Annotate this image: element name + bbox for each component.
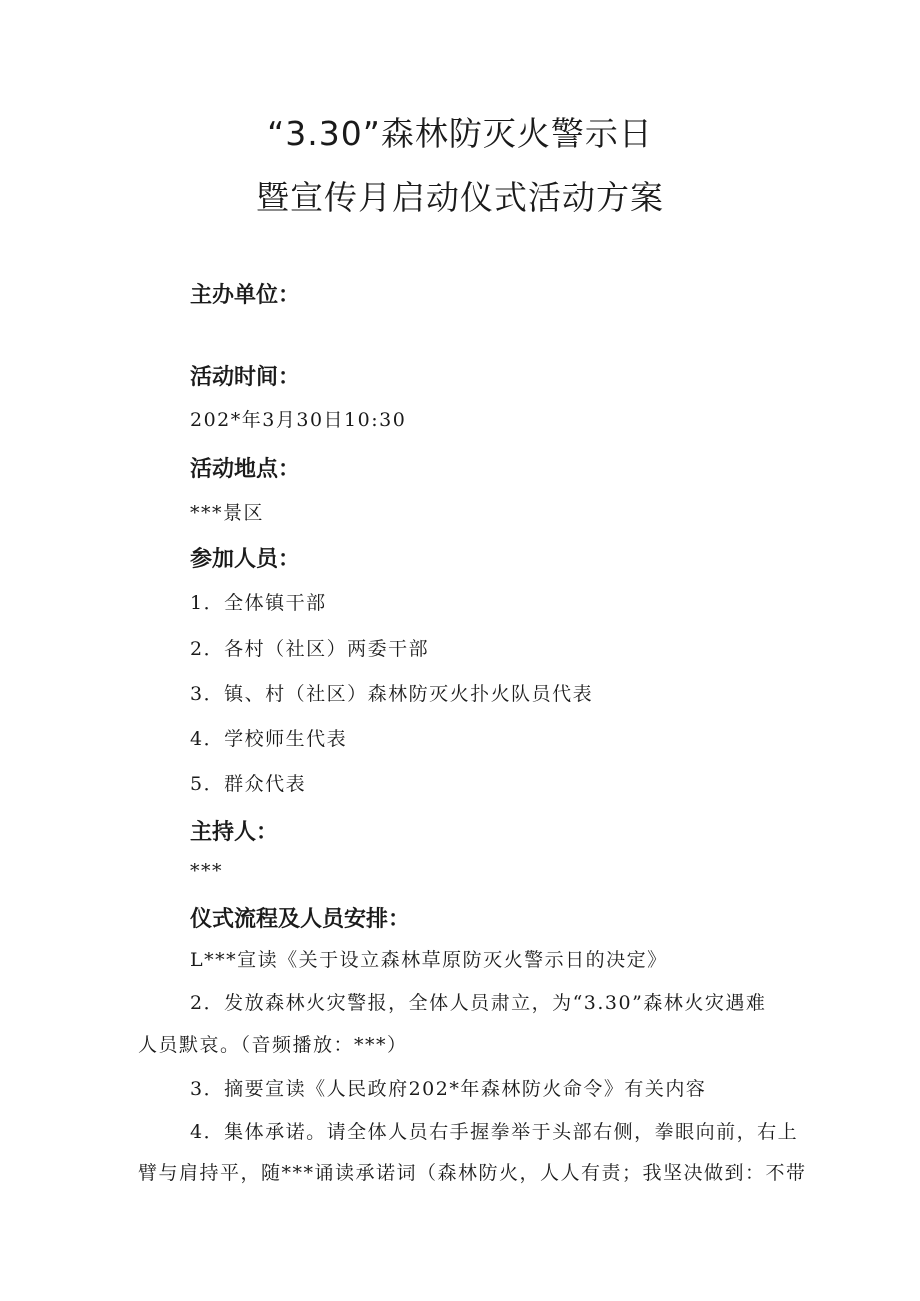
participant-item: 2．各村（社区）两委干部 [190, 638, 430, 660]
participants-label: 参加人员： [190, 547, 301, 572]
host-label: 主持人： [190, 820, 279, 845]
procedure-step-2-line1: 2．发放森林火灾警报，全体人员肃立，为“3.30”森林火灾遇难 [190, 992, 767, 1014]
time-value: 202*年3月30日10:30 [190, 409, 407, 431]
procedure-step-4-line2: 臂与肩持平，随***诵读承诺词（森林防火，人人有责；我坚决做到：不带 [138, 1162, 807, 1184]
host-value: *** [190, 860, 223, 882]
procedure-step-1: L***宣读《关于设立森林草原防灭火警示日的决定》 [190, 949, 668, 971]
organizer-label: 主办单位： [190, 283, 301, 308]
participant-item: 4．学校师生代表 [190, 728, 348, 750]
procedure-step-4-line1: 4．集体承诺。请全体人员右手握拳举于头部右侧，拳眼向前，右上 [190, 1121, 799, 1143]
procedure-step-3: 3．摘要宣读《人民政府202*年森林防火命令》有关内容 [190, 1078, 707, 1100]
document-title-line1: “3.30”森林防灭火警示日 [267, 114, 653, 153]
time-label: 活动时间： [190, 365, 301, 390]
document-title-line2: 暨宣传月启动仪式活动方案 [256, 178, 664, 217]
location-label: 活动地点： [190, 457, 301, 482]
participant-item: 5．群众代表 [190, 773, 307, 795]
procedure-label: 仪式流程及人员安排： [190, 907, 411, 932]
location-value: ***景区 [190, 502, 265, 524]
participant-item: 1．全体镇干部 [190, 592, 327, 614]
participant-item: 3．镇、村（社区）森林防灭火扑火队员代表 [190, 683, 594, 705]
procedure-step-2-line2: 人员默哀。（音频播放：***） [138, 1034, 408, 1056]
